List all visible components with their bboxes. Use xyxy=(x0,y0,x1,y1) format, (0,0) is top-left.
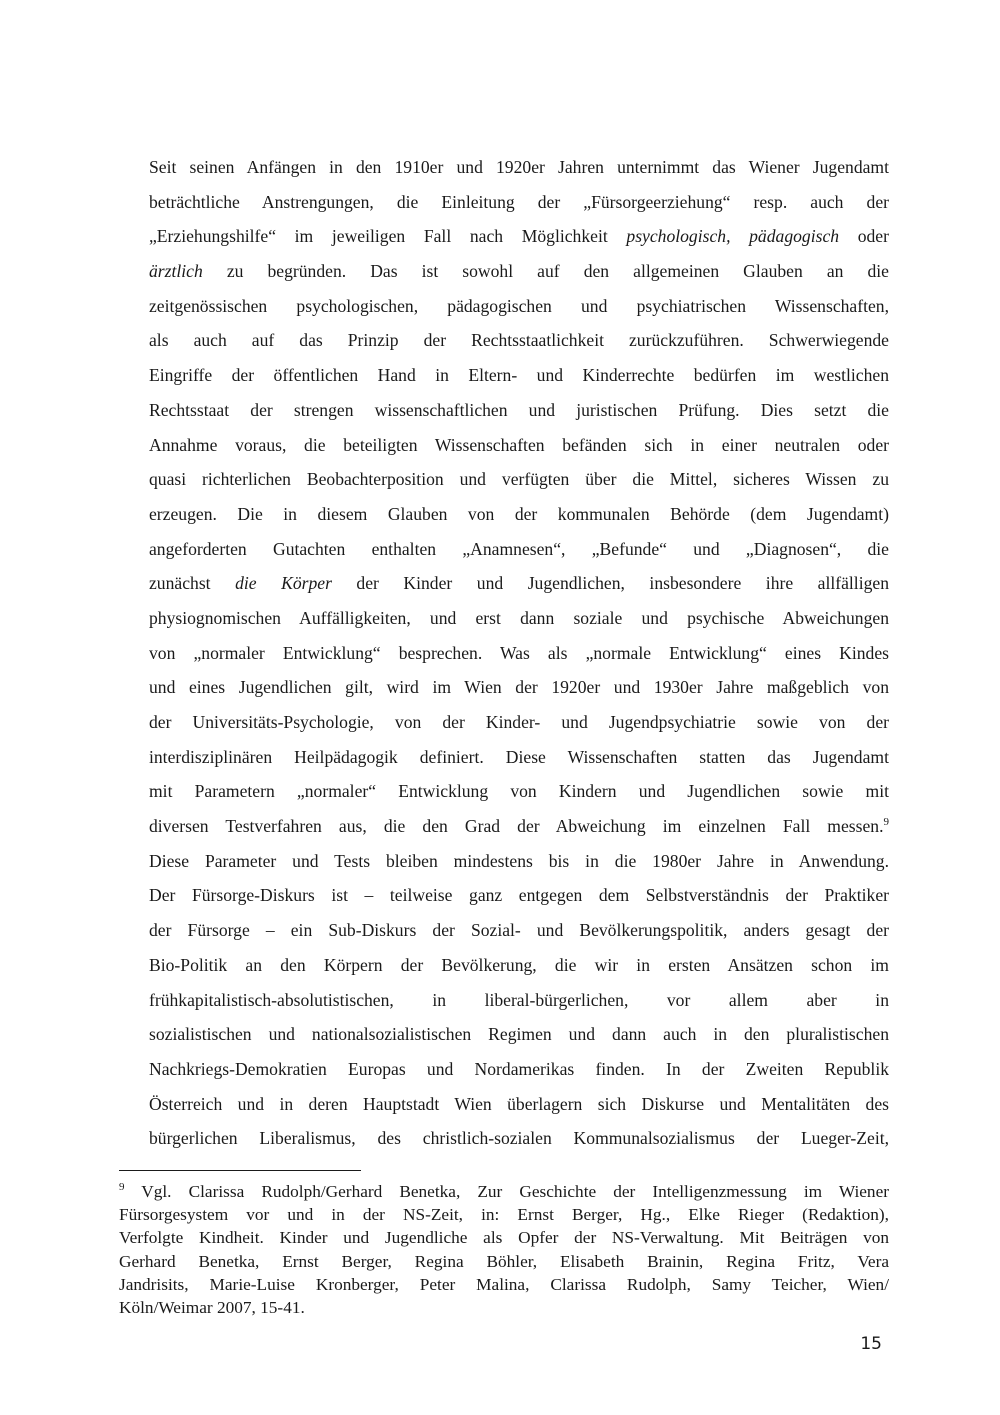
text-line-28: Österreich und in deren Hauptstadt Wien überlagern sich Diskurse und Mentalitäten des xyxy=(149,1093,889,1114)
text-line-29: bürgerlichen Liberalismus, des christlich-sozialen Kommunalsozialismus der Lueger-Zeit, xyxy=(149,1128,889,1149)
text-line-5: zeitgenössischen psychologischen, pädagogischen und psychiatrischen Wissenschaften, xyxy=(149,295,889,316)
text-line-27: Nachkriegs-Demokratien Europas und Nordamerikas finden. In der Zweiten Republik xyxy=(149,1058,889,1079)
text-line-13 xyxy=(149,566,889,601)
footnote-line-1 xyxy=(119,1180,889,1203)
footnote-line-3: Verfolgte Kindheit. Kinder und Jugendliche als Opfer der NS-Verwaltung. Mit Beiträgen von xyxy=(119,1228,889,1248)
text-line-18: interdisziplinären Heilpädagogik definiert. Diese Wissenschaften statten das Jugendamt xyxy=(149,746,889,767)
text-segment: zunächst xyxy=(149,573,236,594)
text-line-21: Diese Parameter und Tests bleiben mindestens bis in die 1980er Jahre in Anwendung. xyxy=(149,850,889,871)
text-line-4 xyxy=(149,254,889,289)
text-line-11: erzeugen. Die in diesem Glauben von der kommunalen Behörde (dem Jugendamt) xyxy=(149,503,889,524)
text-line-9: Annahme voraus, die beteiligten Wissenschaften befänden sich in einer neutralen oder xyxy=(149,434,889,455)
page-number: 15 xyxy=(860,1334,882,1354)
italic-emphasis: ärztlich xyxy=(149,261,203,282)
footnote xyxy=(119,1180,889,1319)
footnote-line-2: Fürsorgesystem vor und in der NS-Zeit, in: Ernst Berger, Hg., Elke Rieger (Redaktion), xyxy=(119,1205,889,1225)
text-line-1: Seit seinen Anfängen in den 1910er und 1920er Jahren unternimmt das Wiener Jugendamt xyxy=(149,157,889,177)
body-text xyxy=(149,150,889,1156)
text-line-6: als auch auf das Prinzip der Rechtsstaatlichkeit zurückzuführen. Schwerwiegende xyxy=(149,330,889,351)
text-segment: Vgl. Clarissa Rudolph/Gerhard Benetka, Zur Geschichte der Intelligenzmessung im Wiener xyxy=(124,1182,889,1201)
text-segment: „Erziehungshilfe“ im jeweiligen Fall nach Möglichkeit xyxy=(149,226,627,247)
footnote-line-4: Gerhard Benetka, Ernst Berger, Regina Böhler, Elisabeth Brainin, Regina Fritz, Vera xyxy=(119,1251,889,1271)
text-segment: der Kinder und Jugendlichen, insbesondere ihre allfälligen xyxy=(331,573,889,594)
text-line-20 xyxy=(149,809,889,844)
text-line-19: mit Parametern „normaler“ Entwicklung von Kindern und Jugendlichen sowie mit xyxy=(149,781,889,802)
text-segment: zu begründen. Das ist sowohl auf den allgemeinen Glauben an die xyxy=(202,261,889,282)
text-line-15: von „normaler Entwicklung“ besprechen. Was als „normale Entwicklung“ eines Kindes xyxy=(149,642,889,663)
text-line-26: sozialistischen und nationalsozialistischen Regimen und dann auch in den pluralistischen xyxy=(149,1024,889,1045)
text-line-8: Rechtsstaat der strengen wissenschaftlichen und juristischen Prüfung. Dies setzt die xyxy=(149,399,889,420)
footnote-separator xyxy=(119,1170,361,1171)
footnote-reference[interactable]: 9 xyxy=(883,816,889,829)
text-segment: oder xyxy=(839,226,889,247)
text-segment: diversen Testverfahren aus, die den Grad der Abweichung im einzelnen Fall messen. xyxy=(149,816,884,837)
footnote-line-5: Jandrisits, Marie-Luise Kronberger, Peter Malina, Clarissa Rudolph, Samy Teicher, Wien/ xyxy=(119,1274,889,1294)
italic-emphasis: die Körper xyxy=(235,573,332,594)
text-line-23: der Fürsorge – ein Sub-Diskurs der Sozial- und Bevölkerungspolitik, anders gesagt der xyxy=(149,920,889,941)
text-line-10: quasi richterlichen Beobachterposition und verfügten über die Mittel, sicheres Wissen zu xyxy=(149,469,889,490)
text-line-17: der Universitäts-Psychologie, von der Kinder- und Jugendpsychiatrie sowie von der xyxy=(149,712,889,732)
text-line-3 xyxy=(149,219,889,254)
text-line-12: angeforderten Gutachten enthalten „Anamnesen“, „Befunde“ und „Diagnosen“, die xyxy=(149,538,889,559)
text-line-24: Bio-Politik an den Körpern der Bevölkerung, die wir in ersten Ansätzen schon im xyxy=(149,954,889,975)
text-line-16: und eines Jugendlichen gilt, wird im Wien der 1920er und 1930er Jahre maßgeblich von xyxy=(149,677,889,698)
footnote-number: 9 xyxy=(119,1181,125,1194)
text-line-14: physiognomischen Auffälligkeiten, und erst dann soziale und psychische Abweichungen xyxy=(149,607,889,628)
text-line-22: Der Fürsorge-Diskurs ist – teilweise ganz entgegen dem Selbstverständnis der Praktiker xyxy=(149,885,889,906)
footnote-line-6: Köln/Weimar 2007, 15-41. xyxy=(119,1297,305,1317)
italic-emphasis: psychologisch, pädagogisch xyxy=(626,226,840,247)
text-line-2: beträchtliche Anstrengungen, die Einleitung der „Fürsorgeerziehung“ resp. auch der xyxy=(149,191,889,212)
text-line-7: Eingriffe der öffentlichen Hand in Eltern- und Kinderrechte bedürfen im westlichen xyxy=(149,365,889,386)
text-line-25: frühkapitalistisch-absolutistischen, in liberal-bürgerlichen, vor allem aber in xyxy=(149,989,889,1010)
